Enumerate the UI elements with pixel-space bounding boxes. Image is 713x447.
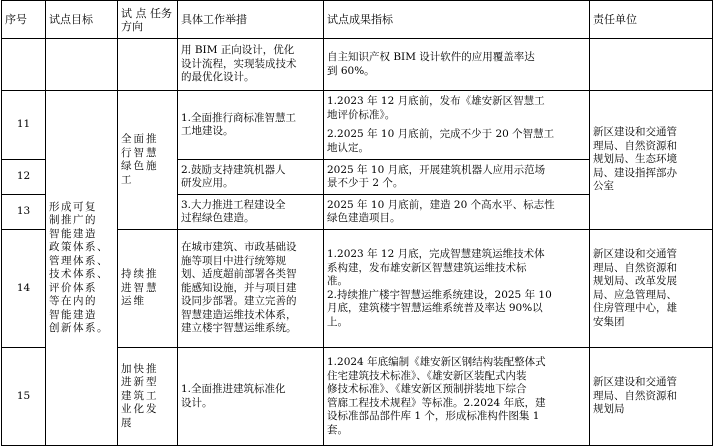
row-number: 13: [2, 195, 46, 230]
indicator-cell: 1.2023 年 12 月底前，发布《雄安新区智慧工 地评价标准》。 2.2025 年 10 月底前，完成不少于 20 个智慧工 地认定。: [324, 91, 590, 160]
row-number: 11: [2, 91, 46, 160]
goal-cell: 形成可复 制推广的 智能建造 政策体系、 管理体系、 技术体系、 评价体系 等在内的 智能建造 创新体系。: [46, 91, 118, 446]
indicator-cell: 自主知识产权 BIM 设计软件的应用覆盖率达 到 60%。: [324, 39, 590, 91]
header-indicators: 试点成果指标: [324, 1, 590, 39]
row-number: [2, 39, 46, 91]
header-direction: 试 点 任务方向: [118, 1, 178, 39]
header-measures: 具体工作举措: [178, 1, 324, 39]
measure-cell: 1.全面推行商标准智慧工 工地建设。: [178, 91, 324, 160]
indicator-cell: 1.2024 年底编制《雄安新区钢结构装配整体式 住宅建筑技术标准》、《雄安新区装配式内装 修技术标准》、《雄安新区预制拼装地下综合 管廊工程技术规程》等标准。2.2024 年底，建 设标准部品部件库 1 个，形成标准构件图集 1 套。: [324, 348, 590, 446]
direction-cell-top: [118, 39, 178, 91]
pilot-task-table: [1, 0, 713, 446]
responsible-cell: 新区建设和交通管 理局、自然资源和 规划局、生态环境 局、建设指挥部办 公室: [590, 91, 713, 230]
goal-cell-top: [46, 39, 118, 91]
measure-cell: 1.全面推进建筑标准化 设计。: [178, 348, 324, 446]
row-number: 15: [2, 348, 46, 446]
direction-cell-smart-operation: 持续推 进智慧 运维: [118, 230, 178, 348]
responsible-cell-top: [590, 39, 713, 91]
responsible-cell: 新区建设和交通管 理局、自然资源和 规划局、改革发展 局、应急管理局、 住房管理中心，雄 安集团: [590, 230, 713, 348]
responsible-cell: 新区建设和交通管 理局、自然资源和 规划局: [590, 348, 713, 446]
row-number: 14: [2, 230, 46, 348]
table-row: [2, 39, 713, 91]
indicator-cell: 2025 年 10 月底前，建造 20 个高水平、标志性 绿色建造项目。: [324, 195, 590, 230]
table-header-row: [2, 1, 713, 39]
measure-cell: 在城市建筑、市政基础设 施等项目中进行统筹规 划、适度超前部署各类智 能感知设施，并与项目建 设同步部署。建立完善的 智慧建造运维技术体系， 建立楼宇智慧运维系统。: [178, 230, 324, 348]
header-goal: 试点目标: [46, 1, 118, 39]
header-no: 序号: [2, 1, 46, 39]
indicator-cell: 1.2023 年 12 月底，完成智慧建筑运维技术体 系构建，发布雄安新区智慧建筑运维技术标 准。 2.持续推广楼宇智慧运维系统建设，2025 年 10 月底，建筑楼宇智慧运维系统普及率达 90%以 上。: [324, 230, 590, 348]
direction-cell-green-construction: 全面推 行智慧 绿色施 工: [118, 91, 178, 230]
measure-cell: 3.大力推进工程建设全 过程绿色建造。: [178, 195, 324, 230]
measure-cell: 用 BIM 正向设计，优化 设计流程，实现装成技术 的最优化设计。: [178, 39, 324, 91]
direction-cell-industrialization: 加快推 进新型 建筑工 业化发 展: [118, 348, 178, 446]
table-row: [2, 91, 713, 160]
header-responsible: 责任单位: [590, 1, 713, 39]
indicator-cell: 2025 年 10 月底，开展建筑机器人应用示范场 景不少于 2 个。: [324, 160, 590, 195]
row-number: 12: [2, 160, 46, 195]
measure-cell: 2.鼓励支持建筑机器人 研发应用。: [178, 160, 324, 195]
